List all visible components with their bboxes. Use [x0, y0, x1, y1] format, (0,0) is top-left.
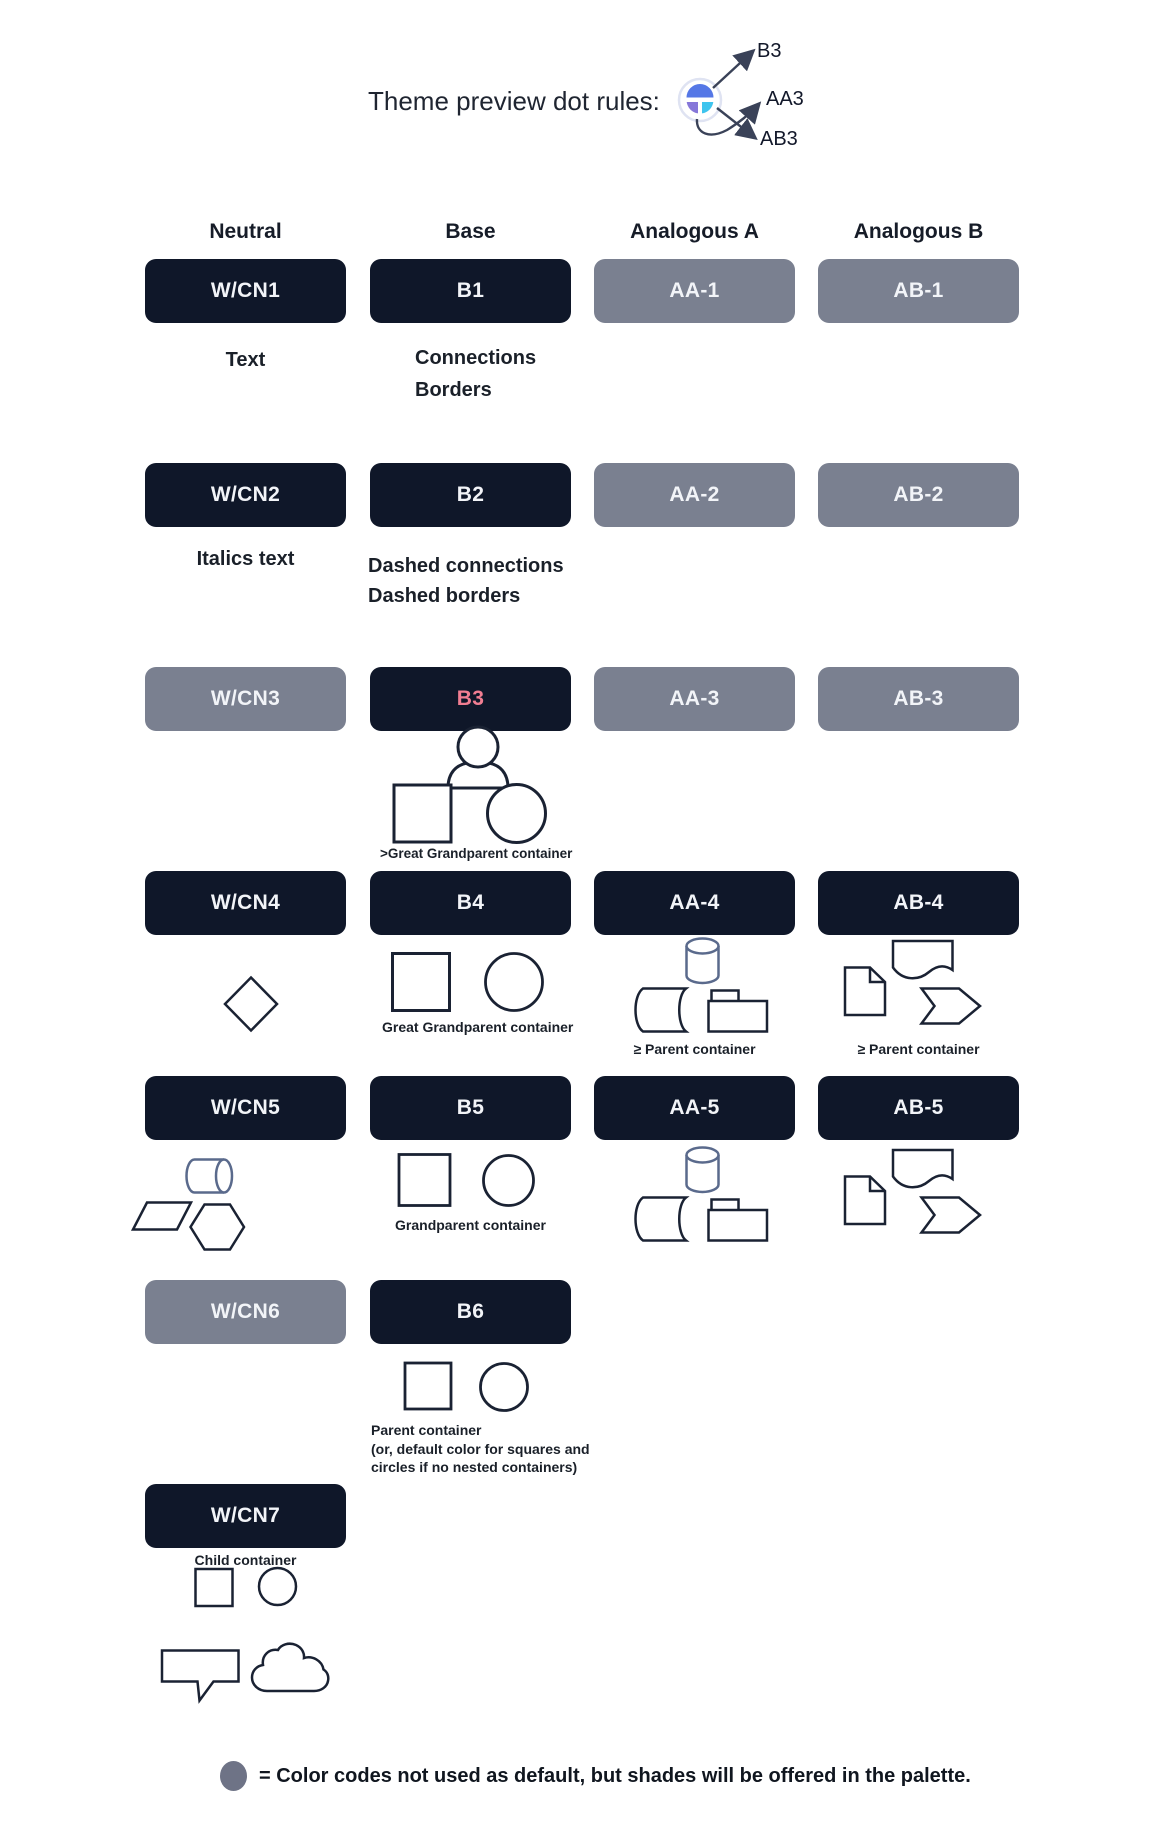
swatch-aa3: AA-3: [594, 667, 795, 731]
swatch-wcn7: W/CN7: [145, 1484, 346, 1548]
circle-shape-b6: [478, 1361, 530, 1413]
dot-rule-label-aa3: AA3: [766, 88, 804, 110]
swatch-aa1: AA-1: [594, 259, 795, 323]
circle-shape-b3: [484, 781, 550, 847]
wavy-document-shape-ab4: [890, 938, 956, 983]
caption-wcn1-text: Text: [225, 349, 266, 371]
swatch-aa5: AA-5: [594, 1076, 795, 1140]
square-shape-b3: [390, 781, 454, 845]
speech-bubble-shape-wcn7: [158, 1647, 242, 1707]
dot-rule-label-b3: B3: [757, 40, 782, 62]
stored-data-shape-aa5: [629, 1195, 691, 1243]
diamond-shape-wcn4: [222, 975, 280, 1033]
chevron-shape-ab5: [919, 1195, 983, 1235]
horizontal-cylinder-shape-wcn5: [181, 1156, 234, 1198]
swatch-ab4: AB-4: [818, 871, 1019, 935]
caption-b6-line2: (or, default color for squares and: [371, 1440, 590, 1457]
caption-b3-shapes: >Great Grandparent container: [380, 846, 573, 861]
caption-b5-shapes: Grandparent container: [395, 1217, 546, 1233]
page-title: Theme preview dot rules:: [368, 86, 660, 116]
caption-wcn2-italics: Italics text: [196, 548, 295, 570]
stored-data-shape-aa4: [629, 986, 691, 1034]
caption-b2: [368, 551, 564, 611]
swatch-wcn4: W/CN4: [145, 871, 346, 935]
dot-rule-label-ab3: AB3: [760, 128, 798, 150]
legend-gray-dot-icon: [220, 1761, 247, 1791]
document-shape-ab5: [842, 1174, 888, 1227]
folder-shape-aa5: [706, 1197, 770, 1243]
caption-b4-shapes: Great Grandparent container: [382, 1019, 574, 1035]
swatch-aa4: AA-4: [594, 871, 795, 935]
caption-b1: [415, 342, 536, 406]
circle-shape-b5: [481, 1153, 537, 1209]
caption-wcn7-shapes: Child container: [194, 1552, 297, 1568]
column-header-analogous-b: Analogous B: [853, 220, 984, 243]
swatch-wcn1: W/CN1: [145, 259, 346, 323]
swatch-b4: B4: [370, 871, 571, 935]
caption-b2-line2: Dashed borders: [368, 585, 521, 607]
caption-b6: [371, 1421, 590, 1477]
square-shape-b6: [401, 1359, 455, 1413]
parallelogram-shape-wcn5: [130, 1200, 194, 1232]
swatch-b6: B6: [370, 1280, 571, 1344]
swatch-b5: B5: [370, 1076, 571, 1140]
caption-b6-line1: Parent container: [371, 1422, 482, 1438]
chevron-shape-ab4: [919, 986, 983, 1026]
swatch-ab1: AB-1: [818, 259, 1019, 323]
square-shape-b5: [395, 1150, 454, 1209]
square-shape-b4: [389, 950, 451, 1012]
caption-ab4-shapes: ≥ Parent container: [857, 1041, 980, 1057]
arrow-to-b3: [713, 52, 752, 88]
column-header-analogous-a: Analogous A: [630, 220, 759, 243]
swatch-wcn5: W/CN5: [145, 1076, 346, 1140]
column-header-neutral: Neutral: [209, 220, 282, 243]
swatch-wcn6: W/CN6: [145, 1280, 346, 1344]
caption-b1-line2: Borders: [415, 379, 492, 401]
swatch-wcn3: W/CN3: [145, 667, 346, 731]
swatch-ab5: AB-5: [818, 1076, 1019, 1140]
column-header-base: Base: [445, 220, 496, 243]
hexagon-shape-wcn5: [187, 1202, 247, 1252]
wavy-document-shape-ab5: [890, 1147, 956, 1192]
swatch-aa2: AA-2: [594, 463, 795, 527]
square-shape-wcn7: [192, 1565, 236, 1609]
caption-aa4-shapes: ≥ Parent container: [633, 1041, 756, 1057]
circle-shape-wcn7: [257, 1566, 299, 1608]
cylinder-shape-aa5: [683, 1145, 723, 1195]
caption-b2-line1: Dashed connections: [368, 555, 564, 577]
swatch-b1: B1: [370, 259, 571, 323]
swatch-ab2: AB-2: [818, 463, 1019, 527]
swatch-ab3: AB-3: [818, 667, 1019, 731]
swatch-b2: B2: [370, 463, 571, 527]
caption-b1-line1: Connections: [415, 347, 537, 369]
swatch-b3: B3: [370, 667, 571, 731]
swatch-wcn2: W/CN2: [145, 463, 346, 527]
caption-b6-line3: circles if no nested containers): [371, 1459, 578, 1475]
cylinder-shape-aa4: [683, 936, 723, 986]
legend-text: = Color codes not used as default, but shades will be offered in the palette.: [259, 1765, 971, 1787]
legend: [220, 1761, 971, 1791]
cloud-shape-wcn7: [248, 1640, 332, 1696]
circle-shape-b4: [483, 951, 545, 1013]
document-shape-ab4: [842, 965, 888, 1018]
folder-shape-aa4: [706, 988, 770, 1034]
